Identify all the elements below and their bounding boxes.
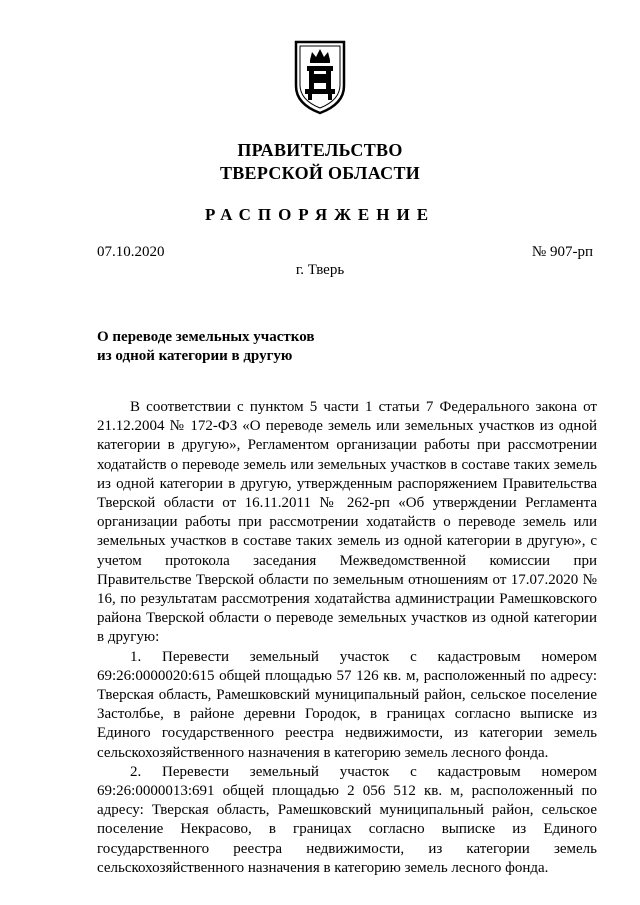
document-city: г. Тверь — [295, 262, 345, 278]
document-subject — [97, 328, 314, 366]
document-body — [97, 398, 597, 878]
item-paragraph-1: 1. Перевести земельный участок с кадастровым номером 69:26:0000020:615 общей площадью 57 126 кв. м, расположенный по адресу: Тверская область, Рамешковский муниципальный район, сельское поселение Застолбье, в районе деревни Городок, в границах согласно выписке из Единого государственного реестра недвижимости, из категории земель сельскохозяйственного назначения в категорию земель лесного фонда. — [97, 648, 597, 761]
subject-line1: О переводе земельных участков — [97, 329, 315, 345]
document-type-title: РАСПОРЯЖЕНИЕ — [204, 205, 436, 224]
government-name-line1: ПРАВИТЕЛЬСТВО — [237, 140, 403, 160]
document-number: № 907-рп — [531, 244, 593, 260]
item-paragraph-2: 2. Перевести земельный участок с кадастровым номером 69:26:0000013:691 общей площадью 2 056 512 кв. м, расположенный по адресу: Тверская область, Рамешковский муниципальный район, сельское поселение Некрасово, в границах согласно выписке из Единого государственного реестра недвижимости, из категории земель сельскохозяйственного назначения в категорию земель лесного фонда. — [97, 763, 597, 876]
coat-of-arms-icon — [290, 38, 350, 116]
document-date: 07.10.2020 — [97, 244, 165, 260]
government-name-line2: ТВЕРСКОЙ ОБЛАСТИ — [219, 163, 421, 183]
preamble-paragraph: В соответствии с пунктом 5 части 1 статьи 7 Федерального закона от 21.12.2004 № 172-ФЗ «О переводе земель или земельных участков из одной категории в другую», Регламентом организации работы при рассмотрении ходатайств о переводе земель или земельных участков в составе таких земель из одной категории в другую, утвержденным распоряжением Правительства Тверской области от 16.11.2011 № 262-рп «Об утверждении Регламента организации работы при рассмотрении ходатайств о переводе земель или земельных участков в составе таких земель из одной категории в другую», с учетом протокола заседания Межведомственной комиссии при Правительстве Тверской области по земельным отношениям от 17.07.2020 № 16, по результатам рассмотрения ходатайства администрации Рамешковского района Тверской области о переводе земельных участков из одной категории в другую: — [97, 399, 597, 646]
subject-line2: из одной категории в другую — [97, 348, 293, 364]
